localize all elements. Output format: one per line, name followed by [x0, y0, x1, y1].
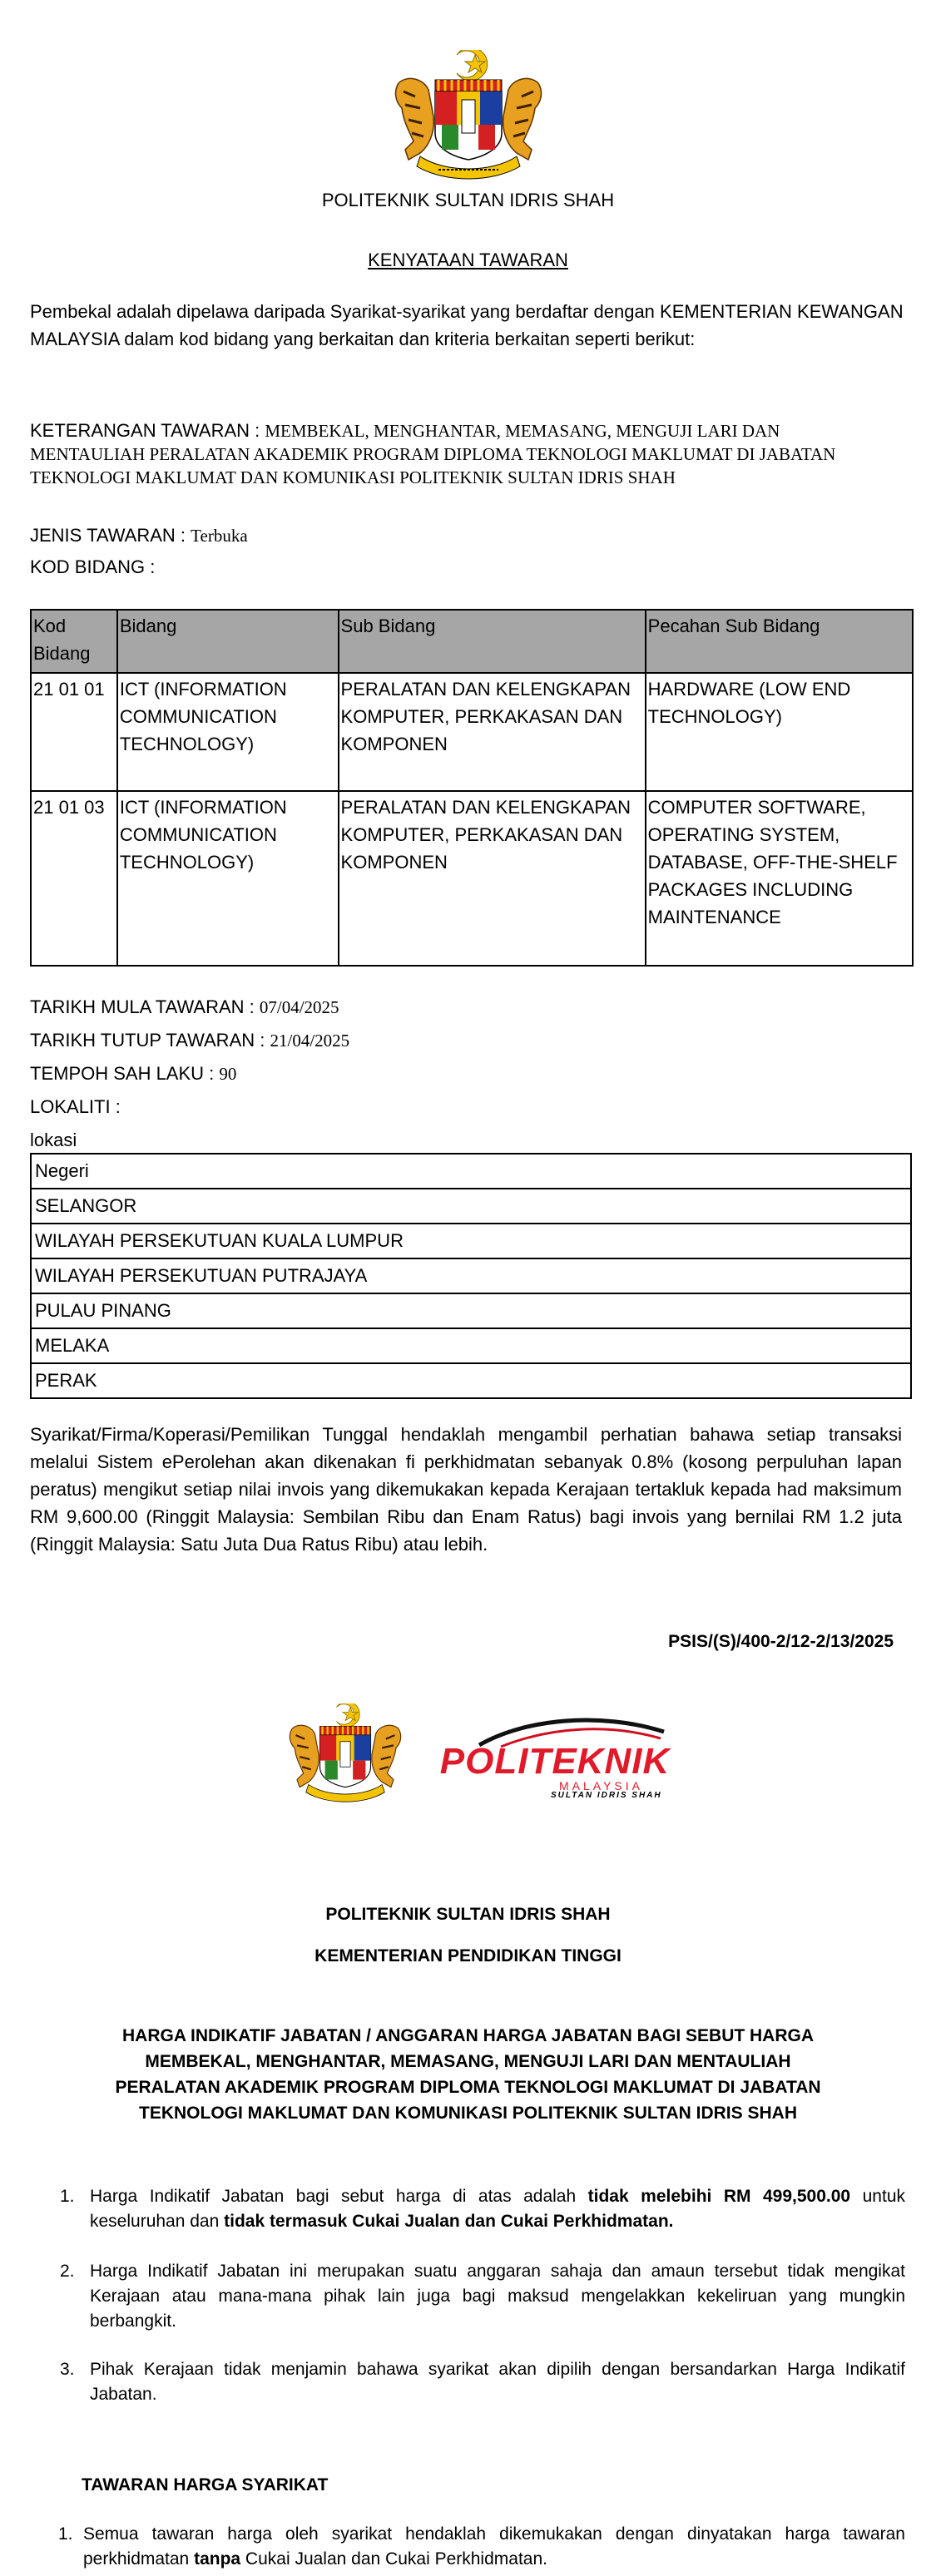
list-item — [60, 2184, 905, 2234]
cell-pecahan: HARDWARE (LOW END TECHNOLOGY) — [646, 673, 913, 791]
cell-pecahan: COMPUTER SOFTWARE, OPERATING SYSTEM, DATABASE, OFF-THE-SHELF PACKAGES INCLUDING MAINTENANCE — [646, 791, 913, 966]
table-row — [31, 1189, 911, 1224]
logo-sub2: SULTAN IDRIS SHAH — [551, 1791, 662, 1800]
indikatif-title: HARGA INDIKATIF JABATAN / ANGGARAN HARGA JABATAN BAGI SEBUT HARGA MEMBEKAL, MENGHANTAR, MEMASANG, MENGUJI LARI DAN MENTAULIAH PERALATAN AKADEMIK PROGRAM DIPLOMA TEKNOLOGI MAKLUMAT DI JABATAN TEKNOLOGI MAKLUMAT DAN KOMUNIKASI POLITEKNIK SULTAN IDRIS SHAH — [115, 2026, 821, 2123]
kod-bidang-label: KOD BIDANG : — [30, 556, 156, 577]
tarikh-mula-label: TARIKH MULA TAWARAN : — [30, 996, 260, 1017]
eperolehan-notice: Syarikat/Firma/Koperasi/Pemilikan Tunggal hendaklah mengambil perhatian bahawa setiap transaksi melalui Sistem ePerolehan akan dikenakan fi perkhidmatan sebanyak 0.8% (kosong perpuluhan lapan peratus) mengikut setiap nilai invois yang dikemukakan kepada Kerajaan tertakluk kepada had maksimum RM 9,600.00 (Ringgit Malaysia: Sembilan Ribu dan Enam Ratus) bagi invois yang bernilai RM 1.2 juta (Ringgit Malaysia: Satu Juta Dua Ratus Ribu) atau lebih. — [30, 1424, 902, 1555]
table-row — [31, 1258, 911, 1293]
cell-sub-bidang: PERALATAN DAN KELENGKAPAN KOMPUTER, PERKAKASAN DAN KOMPONEN — [339, 791, 646, 966]
malaysia-coat-of-arms-icon — [387, 50, 550, 183]
cell-sub-bidang: PERALATAN DAN KELENGKAPAN KOMPUTER, PERKAKASAN DAN KOMPONEN — [339, 673, 646, 791]
jenis-tawaran — [30, 522, 248, 549]
lokasi-cell: SELANGOR — [31, 1189, 911, 1224]
kod-bidang-table — [30, 609, 914, 967]
table-row — [31, 1224, 911, 1258]
table-row — [31, 673, 913, 791]
intro-paragraph: Pembekal adalah dipelawa daripada Syarikat-syarikat yang berdaftar dengan KEMENTERIAN KEWANGAN MALAYSIA dalam kod bidang yang berkaitan dan kriteria berkaitan seperti berikut: — [30, 301, 904, 349]
item1-text-a: Harga Indikatif Jabatan bagi sebut harga di atas adalah — [90, 2187, 588, 2206]
lokasi-cell: PULAU PINANG — [31, 1293, 911, 1328]
ministry-name: KEMENTERIAN PENDIDIKAN TINGGI — [314, 1946, 622, 1965]
tarikh-tutup-label: TARIKH TUTUP TAWARAN : — [30, 1030, 270, 1051]
item-number: 1. — [60, 2187, 75, 2206]
tempoh-value: 90 — [219, 1064, 237, 1084]
col-header-sub-bidang: Sub Bidang — [339, 610, 646, 673]
list-item — [60, 2357, 905, 2407]
tawaran-harga-heading: TAWARAN HARGA SYARIKAT — [82, 2475, 329, 2494]
reference-number: PSIS/(S)/400-2/12-2/13/2025 — [668, 1632, 894, 1651]
lokasi-cell: WILAYAH PERSEKUTUAN PUTRAJAYA — [31, 1258, 911, 1293]
lokasi-cell: MELAKA — [31, 1328, 911, 1363]
table-row — [31, 1293, 911, 1328]
tarikh-mula-value: 07/04/2025 — [259, 997, 339, 1017]
logo-word: POLITEKNIK — [439, 1741, 671, 1782]
item-number: 1. — [58, 2524, 73, 2544]
tempoh-label: TEMPOH SAH LAKU : — [30, 1063, 220, 1084]
table-row — [31, 1328, 911, 1363]
table-row — [31, 791, 913, 966]
item3-text: Pihak Kerajaan tidak menjamin bahawa syarikat akan dipilih dengan bersandarkan Harga Indikatif Jabatan. — [90, 2360, 905, 2404]
s-item1-text-a: Semua tawaran harga oleh syarikat hendaklah dikemukakan dengan dinyatakan harga tawaran perkhidmatan — [83, 2524, 905, 2569]
lokasi-cell: PERAK — [31, 1363, 911, 1398]
item-number: 2. — [60, 2262, 75, 2281]
s-item1-text-b: tanpa — [194, 2549, 241, 2569]
org-name-2: POLITEKNIK SULTAN IDRIS SHAH — [325, 1905, 611, 1924]
jenis-value: Terbuka — [191, 526, 248, 546]
lokaliti-label: LOKALITI : — [30, 1096, 121, 1117]
lokasi-cell: WILAYAH PERSEKUTUAN KUALA LUMPUR — [31, 1224, 911, 1258]
jenis-label: JENIS TAWARAN : — [30, 525, 191, 546]
col-header-bidang: Bidang — [117, 610, 339, 673]
malaysia-coat-of-arms-icon — [283, 1703, 408, 1805]
cell-kod: 21 01 03 — [31, 791, 117, 966]
item1-text-c: untuk keseluruhan dan — [90, 2187, 905, 2231]
table-header-row — [31, 610, 913, 673]
item-number: 3. — [60, 2360, 75, 2379]
item1-text-d: tidak termasuk Cukai Jualan dan Cukai Perkhidmatan. — [224, 2212, 674, 2231]
org-name: POLITEKNIK SULTAN IDRIS SHAH — [321, 190, 615, 210]
tarikh-tutup-value: 21/04/2025 — [270, 1031, 350, 1051]
kenyataan-tawaran-heading: KENYATAAN TAWARAN — [368, 250, 568, 270]
keterangan-label: KETERANGAN TAWARAN : — [30, 420, 265, 441]
politeknik-logo — [426, 1715, 684, 1798]
tarikh-tutup — [30, 1028, 349, 1053]
keterangan-tawaran — [30, 419, 879, 489]
keterangan-value: MEMBEKAL, MENGHANTAR, MEMASANG, MENGUJI LARI DAN MENTAULIAH PERALATAN AKADEMIK PROGRAM DIPLOMA TEKNOLOGI MAKLUMAT DI JABATAN TEKNOLOGI MAKLUMAT DAN KOMUNIKASI POLITEKNIK SULTAN IDRIS SHAH — [30, 421, 836, 487]
list-item — [58, 2522, 905, 2572]
logo-sub1: MALAYSIA — [559, 1779, 643, 1792]
s-item1-text-c: Cukai Jualan dan Cukai Perkhidmatan. — [240, 2549, 547, 2569]
tarikh-mula — [30, 995, 339, 1020]
cell-kod: 21 01 01 — [31, 673, 117, 791]
lokasi-cell: Negeri — [31, 1154, 911, 1189]
table-row — [31, 1363, 911, 1398]
page-heading — [0, 250, 936, 271]
col-header-pecahan: Pecahan Sub Bidang — [646, 610, 913, 673]
cell-bidang: ICT (INFORMATION COMMUNICATION TECHNOLOGY) — [117, 673, 339, 791]
lokasi-table — [30, 1153, 912, 1399]
cell-bidang: ICT (INFORMATION COMMUNICATION TECHNOLOGY) — [117, 791, 339, 966]
lokasi-label: lokasi — [30, 1130, 77, 1150]
item1-text-b: tidak melebihi RM 499,500.00 — [587, 2187, 851, 2206]
tempoh-sah-laku — [30, 1061, 236, 1086]
col-header-kod: Kod Bidang — [31, 610, 117, 673]
list-item — [60, 2259, 905, 2334]
table-row — [31, 1154, 911, 1189]
item2-text: Harga Indikatif Jabatan ini merupakan suatu anggaran sahaja dan amaun tersebut tidak mengikat Kerajaan atau mana-mana pihak lain juga bagi maksud mengelakkan kekeliruan yang mungkin berbangkit. — [90, 2262, 905, 2331]
